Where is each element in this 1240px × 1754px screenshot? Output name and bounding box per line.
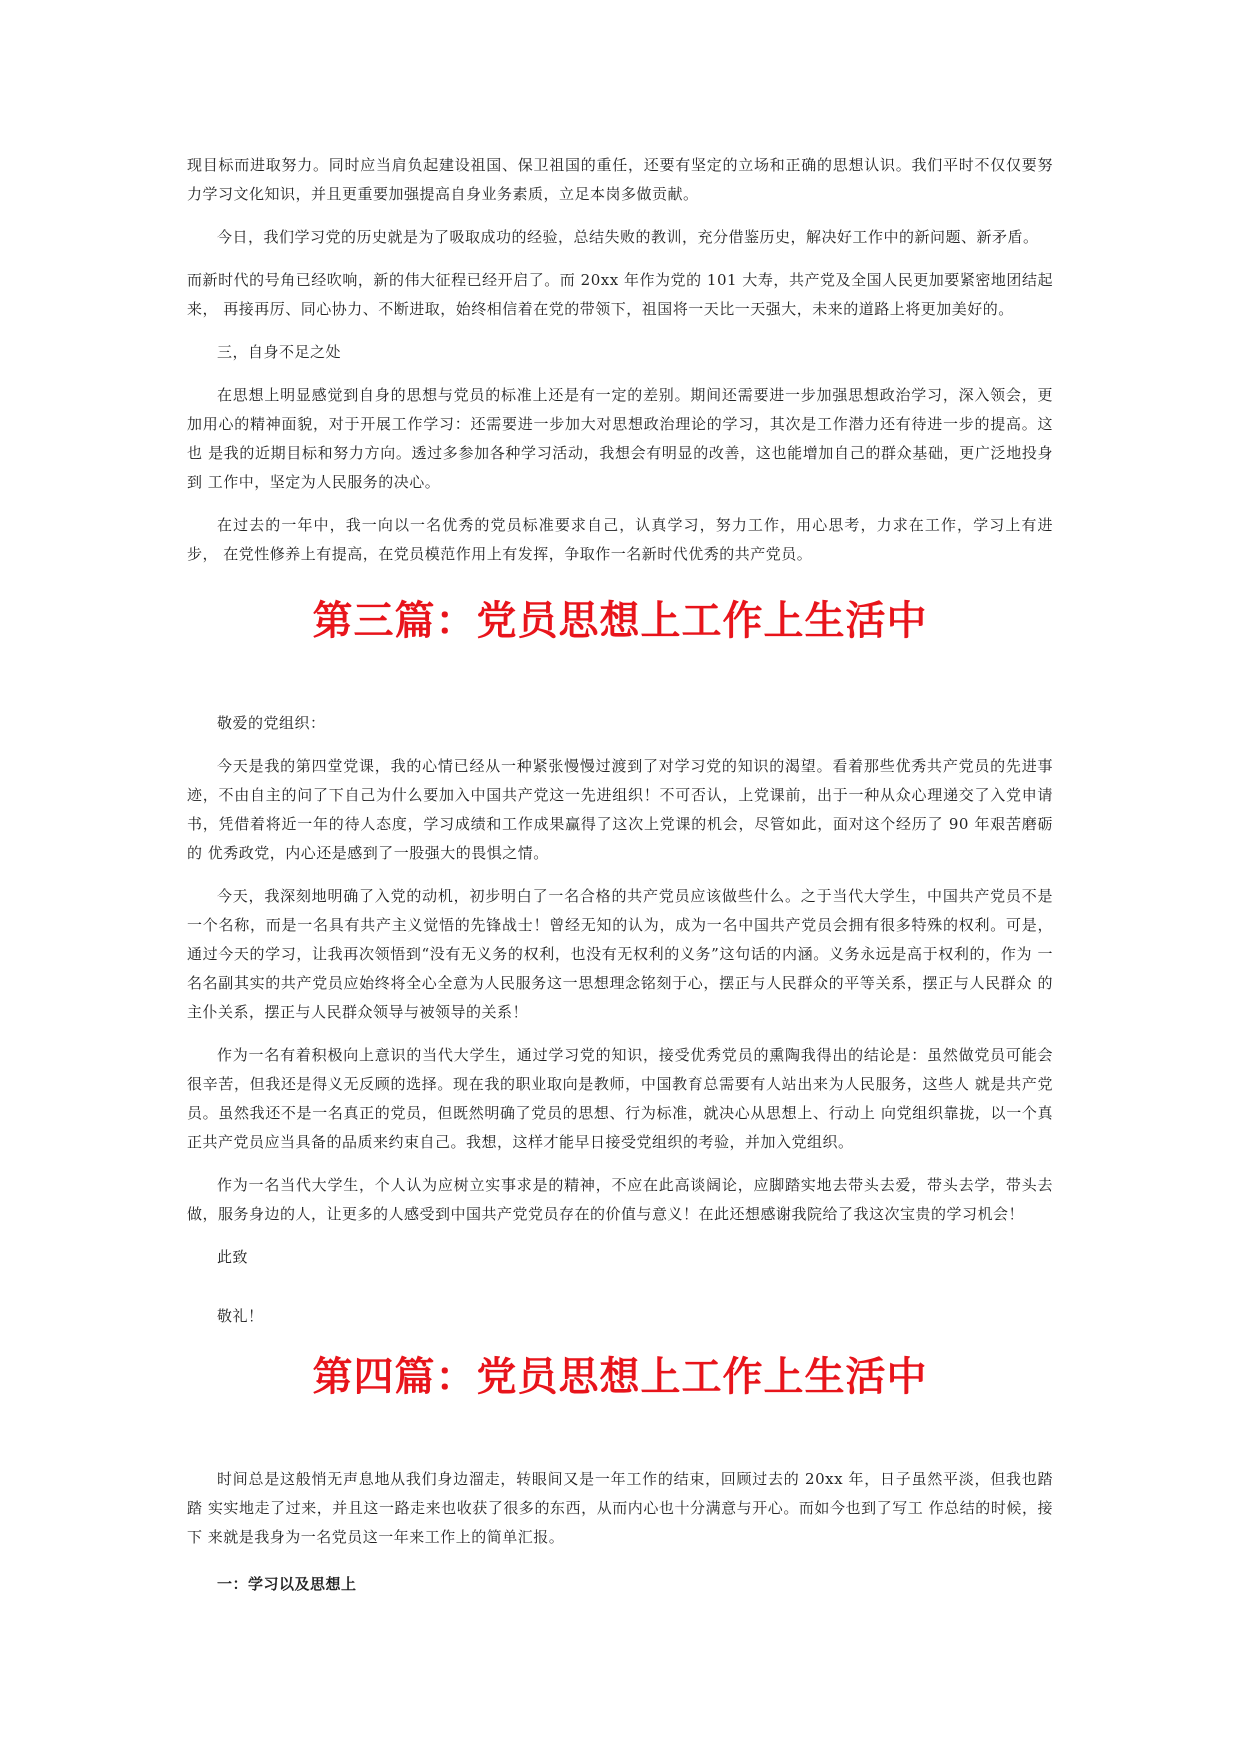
paragraph: 在思想上明显感觉到自身的思想与党员的标准上还是有一定的差别。期间还需要进一步加强思想政治学习，深入领会，更加用心的精神面貌，对于开展工作学习：还需要进一步加大对思想政治理论的学习，其次是工作潜力还有待进一步的提高。这也 是我的近期目标和努力方向。透过多参加各种学习活动，我想会有明显的改善，这也能增加自己的群众基础，更广泛地投身到 工作中，坚定为人民服务的决心。 bbox=[187, 386, 1053, 491]
paragraph: 今天，我深刻地明确了入党的动机，初步明白了一名合格的共产党员应该做些什么。之于当代大学生，中国共产党员不是一个名称，而是一名具有共产主义觉悟的先锋战士！曾经无知的认为，成为一名中国共产党员会拥有很多特殊的权利。可是，通过今天的学习，让我再次领悟到“没有无义务的权利，也没有无权利的义务”这句话的内涵。义务永远是高于权利的，作为 一名名副其实的共产党员应始终将全心全意为人民服务这一思想理念铭刻于心，摆正与人民群众的平等关系，摆正与人民群众 的主仆关系，摆正与人民群众领导与被领导的关系！ bbox=[187, 887, 1053, 1021]
paragraph: 现目标而进取努力。同时应当肩负起建设祖国、保卫祖国的重任，还要有坚定的立场和正确的思想认识。我们平时不仅仅要努 力学习文化知识，并且更重要加强提高自身业务素质，立足本岗多做贡献。 bbox=[187, 156, 1053, 203]
document-body bbox=[187, 151, 1053, 1599]
section-subheading: 一：学习以及思想上 bbox=[217, 1575, 357, 1593]
paragraph: 今天是我的第四堂党课，我的心情已经从一种紧张慢慢过渡到了对学习党的知识的渴望。看着那些优秀共产党员的先进事迹，不由自主的问了下自己为什么要加入中国共产党这一先进组织！不可否认，上党课前，出于一种从众心理递交了入党申请书，凭借着将近一年的待人态度，学习成绩和工作成果赢得了这次上党课的机会，尽管如此，面对这个经历了 90 年艰苦磨砺的 优秀政党，内心还是感到了一股强大的畏惧之情。 bbox=[187, 757, 1053, 862]
paragraph: 而新时代的号角已经吹响，新的伟大征程已经开启了。而 20xx 年作为党的 101 大寿，共产党及全国人民更加要紧密地团结起来， 再接再厉、同心协力、不断进取，始终相信着在党的带领下，祖国将一天比一天强大，未来的道路上将更加美好的。 bbox=[187, 271, 1053, 318]
closing-line: 敬礼！ bbox=[217, 1307, 264, 1325]
section-subheading: 三，自身不足之处 bbox=[217, 343, 342, 361]
paragraph: 时间总是这般悄无声息地从我们身边溜走，转眼间又是一年工作的结束，回顾过去的 20xx 年，日子虽然平淡，但我也踏踏 实实地走了过来，并且这一路走来也收获了很多的东西，从而内心也十分满意与开心。而如今也到了写工 作总结的时候，接下 来就是我身为一名党员这一年来工作上的简单汇报。 bbox=[187, 1470, 1053, 1546]
paragraph: 作为一名当代大学生，个人认为应树立实事求是的精神，不应在此高谈阔论，应脚踏实地去带头去爱，带头去学，带头去 做，服务身边的人，让更多的人感受到中国共产党党员存在的价值与意义！在此还想感谢我院给了我这次宝贵的学习机会！ bbox=[187, 1176, 1053, 1223]
paragraph: 作为一名有着积极向上意识的当代大学生，通过学习党的知识，接受优秀党员的熏陶我得出的结论是：虽然做党员可能会 很辛苦，但我还是得义无反顾的选择。现在我的职业取向是教师，中国教育总需要有人站出来为人民服务，这些人 就是共产党 员。虽然我还不是一名真正的党员，但既然明确了党员的思想、行为标准，就决心从思想上、行动上 向党组织靠拢，以一个真 正共产党员应当具备的品质来约束自己。我想，这样才能早日接受党组织的考验，并加入党组织。 bbox=[187, 1046, 1053, 1151]
closing-line: 此致 bbox=[217, 1248, 249, 1266]
section-title: 第四篇：党员思想上工作上生活中 bbox=[312, 1353, 928, 1400]
section-title: 第三篇：党员思想上工作上生活中 bbox=[312, 597, 928, 644]
paragraph: 今日，我们学习党的历史就是为了吸取成功的经验，总结失败的教训，充分借鉴历史，解决好工作中的新问题、新矛盾。 bbox=[217, 228, 1039, 246]
paragraph: 在过去的一年中，我一向以一名优秀的党员标准要求自己，认真学习，努力工作，用心思考，力求在工作，学习上有进步， 在党性修养上有提高，在党员模范作用上有发挥，争取作一名新时代优秀的共产党员。 bbox=[187, 516, 1053, 563]
salutation: 敬爱的党组织： bbox=[217, 714, 326, 732]
